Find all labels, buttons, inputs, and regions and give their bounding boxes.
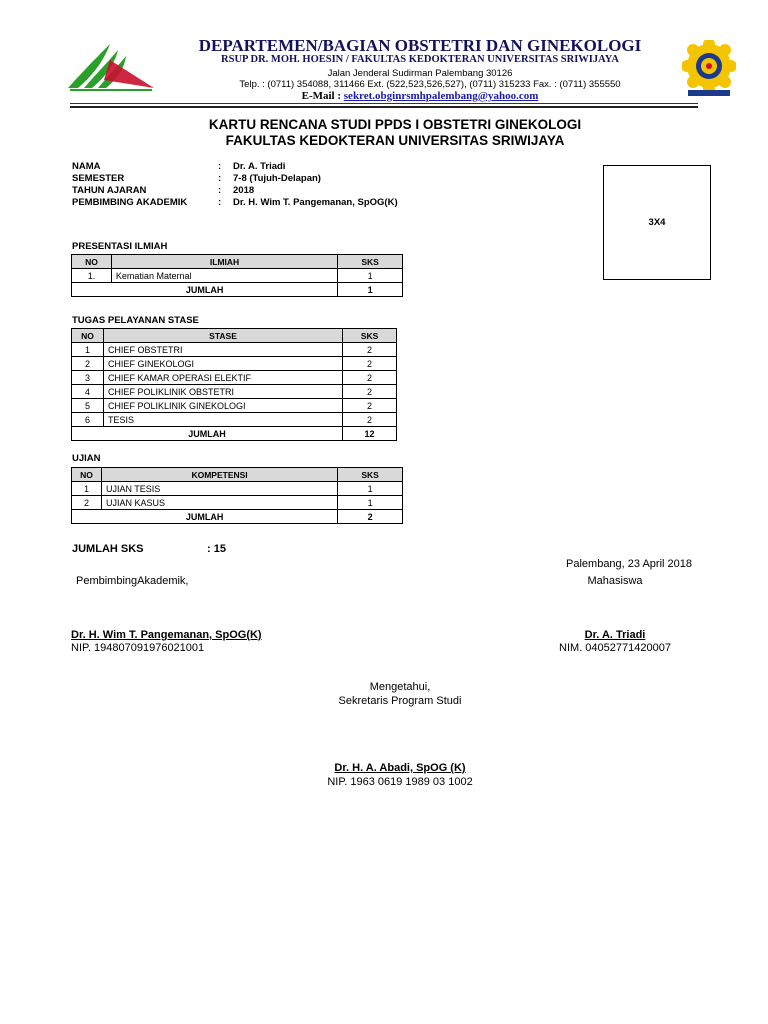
header-title: DEPARTEMEN/BAGIAN OBSTETRI DAN GINEKOLOGI xyxy=(198,36,642,55)
total-label: JUMLAH xyxy=(72,283,338,297)
table-row xyxy=(72,399,397,413)
header-phone: Telp. : (0711) 354088, 311466 Ext. (522,523,526,527), (0711) 315233 Fax. : (0711) 355550 xyxy=(239,79,621,90)
presentasi-table xyxy=(71,254,403,297)
total-sks-value: : 15 xyxy=(207,543,226,555)
advisor-name: Dr. H. Wim T. Pangemanan, SpOG(K) xyxy=(71,629,262,641)
secretary-nip: NIP. 1963 0619 1989 03 1002 xyxy=(327,776,473,788)
cell-no: 1 xyxy=(72,343,104,357)
email-label: E-Mail : xyxy=(301,90,342,102)
cell-no: 1. xyxy=(72,269,112,283)
table-header-row xyxy=(72,255,403,269)
column-header-sks: SKS xyxy=(338,255,403,269)
cell-sks: 1 xyxy=(338,482,403,496)
cell-name: TESIS xyxy=(103,413,342,427)
cell-no: 2 xyxy=(72,357,104,371)
secretary-role: Sekretaris Program Studi xyxy=(338,695,462,707)
student-role: Mahasiswa xyxy=(587,575,643,587)
table-header-row xyxy=(72,329,397,343)
student-name: Dr. A. Triadi xyxy=(584,629,646,641)
column-header-sks: SKS xyxy=(338,468,403,482)
field-value-tahun-ajaran: 2018 xyxy=(233,185,255,196)
column-header-no: NO xyxy=(72,329,104,343)
total-value: 12 xyxy=(343,427,397,441)
document-title-line1: KARTU RENCANA STUDI PPDS I OBSTETRI GINEKOLOGI xyxy=(208,117,582,132)
table-row xyxy=(72,482,403,496)
field-value-pembimbing: Dr. H. Wim T. Pangemanan, SpOG(K) xyxy=(233,197,398,208)
column-header-sks: SKS xyxy=(343,329,397,343)
cell-no: 2 xyxy=(72,496,102,510)
email-link[interactable]: sekret.obginrsmhpalembang@yahoo.com xyxy=(343,90,539,102)
column-header-ilmiah: ILMIAH xyxy=(111,255,337,269)
table-row xyxy=(72,357,397,371)
column-header-no: NO xyxy=(72,255,112,269)
header-divider-thick xyxy=(70,106,698,108)
field-value-semester: 7-8 (Tujuh-Delapan) xyxy=(233,173,321,184)
cell-sks: 2 xyxy=(343,385,397,399)
cell-name: CHIEF KAMAR OPERASI ELEKTIF xyxy=(103,371,342,385)
total-sks-label: JUMLAH SKS xyxy=(72,543,144,555)
secretary-name: Dr. H. A. Abadi, SpOG (K) xyxy=(334,762,466,774)
advisor-role: PembimbingAkademik, xyxy=(76,575,189,587)
field-colon: : xyxy=(218,173,222,184)
cell-name: CHIEF POLIKLINIK GINEKOLOGI xyxy=(103,399,342,413)
cell-name: Kematian Maternal xyxy=(111,269,337,283)
cell-name: UJIAN TESIS xyxy=(101,482,337,496)
cell-no: 6 xyxy=(72,413,104,427)
header-divider xyxy=(70,103,698,104)
hospital-logo-icon xyxy=(64,40,154,92)
table-row xyxy=(72,496,403,510)
cell-sks: 2 xyxy=(343,371,397,385)
total-value: 2 xyxy=(338,510,403,524)
cell-name: CHIEF GINEKOLOGI xyxy=(103,357,342,371)
header-subtitle: RSUP DR. MOH. HOESIN / FAKULTAS KEDOKTERAN UNIVERSITAS SRIWIJAYA xyxy=(221,54,619,65)
total-label: JUMLAH xyxy=(72,427,343,441)
cell-no: 5 xyxy=(72,399,104,413)
student-nim: NIM. 04052771420007 xyxy=(559,642,671,654)
cell-sks: 2 xyxy=(343,413,397,427)
tugas-table xyxy=(71,328,397,441)
table-row xyxy=(72,413,397,427)
cell-name: CHIEF POLIKLINIK OBSTETRI xyxy=(103,385,342,399)
cell-sks: 1 xyxy=(338,496,403,510)
table-header-row xyxy=(72,468,403,482)
field-label-semester: SEMESTER xyxy=(72,173,125,184)
acknowledged-label: Mengetahui, xyxy=(369,681,431,693)
cell-no: 4 xyxy=(72,385,104,399)
column-header-kompetensi: KOMPETENSI xyxy=(101,468,337,482)
cell-name: CHIEF OBSTETRI xyxy=(103,343,342,357)
field-colon: : xyxy=(218,161,222,172)
cell-sks: 2 xyxy=(343,357,397,371)
cell-name: UJIAN KASUS xyxy=(101,496,337,510)
photo-placeholder xyxy=(603,165,711,280)
section-label-ujian: UJIAN xyxy=(72,453,101,464)
table-total-row xyxy=(72,283,403,297)
place-date: Palembang, 23 April 2018 xyxy=(566,558,692,570)
section-label-tugas: TUGAS PELAYANAN STASE xyxy=(72,315,199,326)
field-label-pembimbing: PEMBIMBING AKADEMIK xyxy=(72,197,188,208)
table-row xyxy=(72,269,403,283)
column-header-no: NO xyxy=(72,468,102,482)
cell-sks: 1 xyxy=(338,269,403,283)
total-value: 1 xyxy=(338,283,403,297)
field-label-tahun-ajaran: TAHUN AJARAN xyxy=(72,185,147,196)
field-colon: : xyxy=(218,197,222,208)
cell-no: 3 xyxy=(72,371,104,385)
document-title-line2: FAKULTAS KEDOKTERAN UNIVERSITAS SRIWIJAYA xyxy=(225,133,565,148)
total-label: JUMLAH xyxy=(72,510,338,524)
advisor-nip: NIP. 194807091976021001 xyxy=(71,642,205,654)
cell-sks: 2 xyxy=(343,399,397,413)
table-total-row xyxy=(72,510,403,524)
field-value-nama: Dr. A. Triadi xyxy=(233,161,286,172)
cell-no: 1 xyxy=(72,482,102,496)
header-address: Jalan Jenderal Sudirman Palembang 30126 xyxy=(327,68,513,79)
cell-sks: 2 xyxy=(343,343,397,357)
table-total-row xyxy=(72,427,397,441)
section-label-presentasi: PRESENTASI ILMIAH xyxy=(72,241,168,252)
header-email-line xyxy=(170,90,670,102)
field-label-nama: NAMA xyxy=(72,161,101,172)
table-row xyxy=(72,385,397,399)
photo-size-label: 3X4 xyxy=(648,217,666,228)
table-row xyxy=(72,371,397,385)
field-colon: : xyxy=(218,185,222,196)
column-header-stase: STASE xyxy=(103,329,342,343)
table-row xyxy=(72,343,397,357)
ujian-table xyxy=(71,467,403,524)
